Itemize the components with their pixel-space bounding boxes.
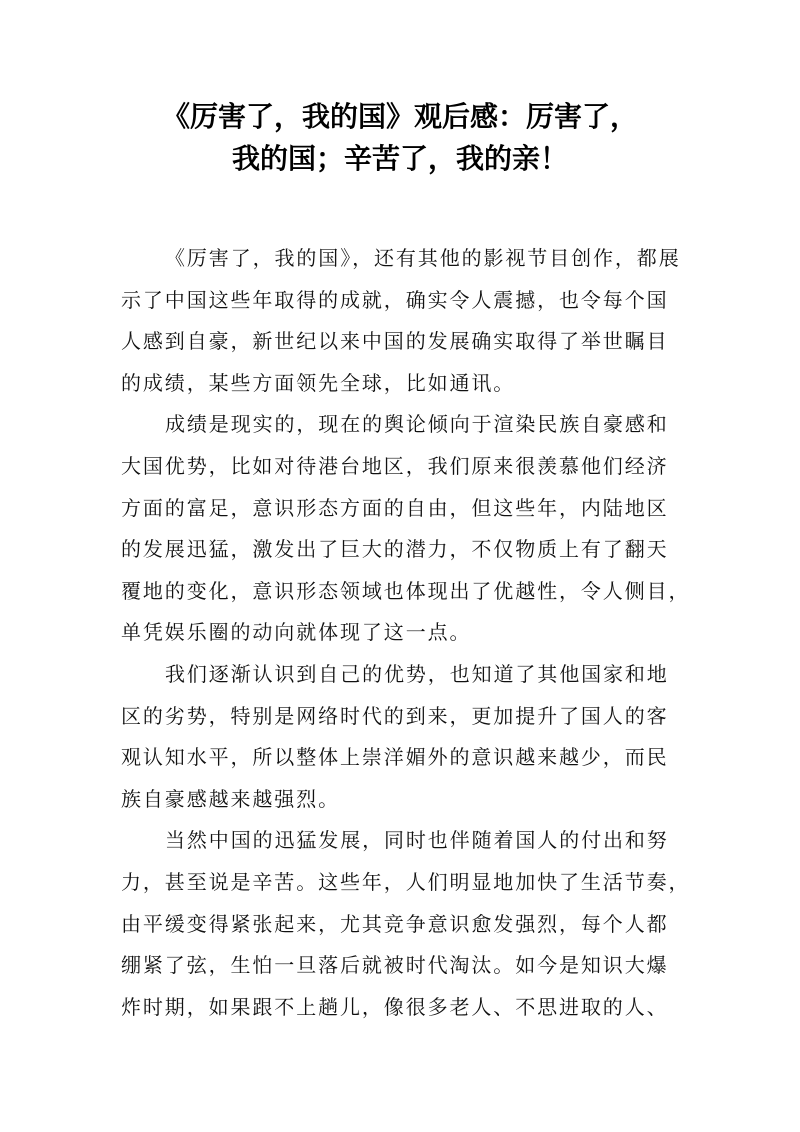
text-line: 人感到自豪，新世纪以来中国的发展确实取得了举世瞩目 [121, 329, 669, 354]
document-title [100, 96, 700, 180]
paragraph-4 [121, 820, 691, 1028]
text-line: 族自豪感越来越强烈。 [121, 786, 340, 811]
text-line: 的发展迅猛，激发出了巨大的潜力，不仅物质上有了翻天 [121, 537, 669, 562]
text-line: 方面的富足，意识形态方面的自由，但这些年，内陆地区 [121, 495, 669, 520]
text-line: 观认知水平，所以整体上崇洋媚外的意识越来越少，而民 [121, 745, 669, 770]
document-body [121, 238, 691, 1028]
text-line: 区的劣势，特别是网络时代的到来，更加提升了国人的客 [121, 703, 669, 728]
text-line: 炸时期，如果跟不上趟儿，像很多老人、不思进取的人、 [121, 994, 669, 1019]
text-line: 成绩是现实的，现在的舆论倾向于渲染民族自豪感和 [165, 412, 669, 437]
text-line: 我们逐渐认识到自己的优势，也知道了其他国家和地 [165, 661, 669, 686]
text-line: 当然中国的迅猛发展，同时也伴随着国人的付出和努 [165, 828, 669, 853]
title-line-1: 《厉害了，我的国》观后感：厉害了， [161, 100, 638, 133]
text-line: 示了中国这些年取得的成就，确实令人震撼，也令每个国 [121, 287, 669, 312]
text-line: 单凭娱乐圈的动向就体现了这一点。 [121, 620, 472, 645]
text-line: 由平缓变得紧张起来，尤其竞争意识愈发强烈，每个人都 [121, 911, 669, 936]
text-line: 力，甚至说是辛苦。这些年，人们明显地加快了生活节奏， [121, 869, 691, 894]
text-line: 绷紧了弦，生怕一旦落后就被时代淘汰。如今是知识大爆 [121, 953, 669, 978]
title-line-2: 我的国；辛苦了，我的亲！ [231, 142, 568, 175]
text-line: 的成绩，某些方面领先全球，比如通讯。 [121, 370, 516, 395]
paragraph-1 [121, 238, 681, 404]
text-line: 大国优势，比如对待港台地区，我们原来很羡慕他们经济 [121, 453, 669, 478]
text-line: 覆地的变化，意识形态领域也体现出了优越性，令人侧目， [121, 578, 691, 603]
text-line: 《厉害了，我的国》，还有其他的影视节目创作，都展 [165, 246, 681, 270]
paragraph-3 [121, 654, 681, 820]
paragraph-2 [121, 404, 691, 654]
